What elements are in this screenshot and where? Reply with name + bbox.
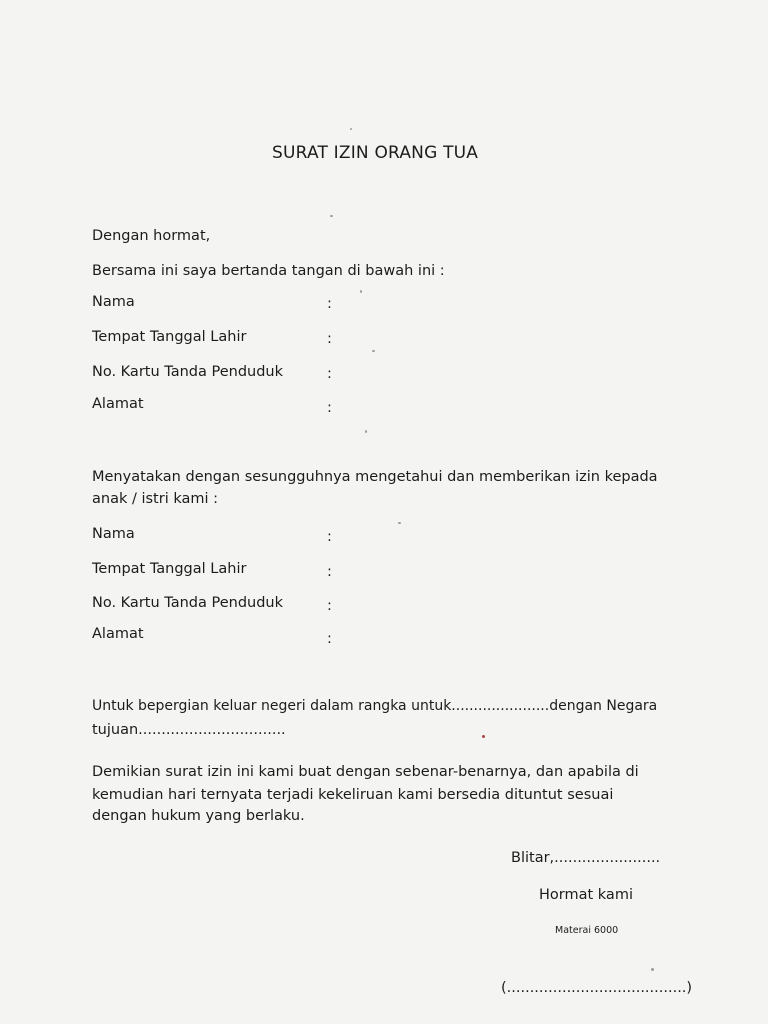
parent-address-label: Alamat <box>92 396 144 412</box>
parent-name-colon: : <box>327 296 332 312</box>
child-ktp-label: No. Kartu Tanda Penduduk <box>92 595 284 611</box>
closing-line-3: dengan hukum yang berlaku. <box>92 808 305 824</box>
place-date: Blitar,....................... <box>511 850 661 866</box>
child-address-colon: : <box>327 631 332 647</box>
purpose-line-1: Untuk bepergian keluar negeri dalam rangka untuk......................dengan Negara <box>92 698 658 714</box>
parent-ttl-colon: : <box>327 331 332 347</box>
child-ttl-label: Tempat Tanggal Lahir <box>92 561 247 577</box>
scan-speck <box>365 430 367 433</box>
letter-title: SURAT IZIN ORANG TUA <box>272 143 479 163</box>
closing-line-2: kemudian hari ternyata terjadi kekeliruan kami bersedia dituntut sesuai <box>92 787 614 803</box>
statement-line-2: anak / istri kami : <box>92 491 219 507</box>
regards: Hormat kami <box>539 887 633 903</box>
purpose-line-2: tujuan................................ <box>92 722 286 738</box>
signature-line: (.......................................) <box>501 980 693 996</box>
statement-line-1: Menyatakan dengan sesungguhnya mengetahui dan memberikan izin kepada <box>92 469 658 485</box>
greeting: Dengan hormat, <box>92 228 211 244</box>
child-ttl-colon: : <box>327 564 332 580</box>
child-address-label: Alamat <box>92 626 144 642</box>
child-name-label: Nama <box>92 526 135 542</box>
parent-ttl-label: Tempat Tanggal Lahir <box>92 329 247 345</box>
scan-speck <box>330 215 333 217</box>
scan-speck <box>350 128 352 130</box>
scan-speck <box>651 968 654 971</box>
parent-ktp-label: No. Kartu Tanda Penduduk <box>92 364 284 380</box>
stamp-label: Materai 6000 <box>555 925 619 936</box>
scan-speck <box>360 290 362 293</box>
parent-ktp-colon: : <box>327 366 332 382</box>
child-ktp-colon: : <box>327 598 332 614</box>
closing-line-1: Demikian surat izin ini kami buat dengan sebenar-benarnya, dan apabila di <box>92 764 639 780</box>
scan-speck <box>372 350 375 352</box>
parent-address-colon: : <box>327 400 332 416</box>
scan-speck <box>398 522 401 524</box>
scan-speck <box>482 735 485 738</box>
intro-text: Bersama ini saya bertanda tangan di bawah ini : <box>92 263 445 279</box>
parent-name-label: Nama <box>92 294 135 310</box>
child-name-colon: : <box>327 529 332 545</box>
